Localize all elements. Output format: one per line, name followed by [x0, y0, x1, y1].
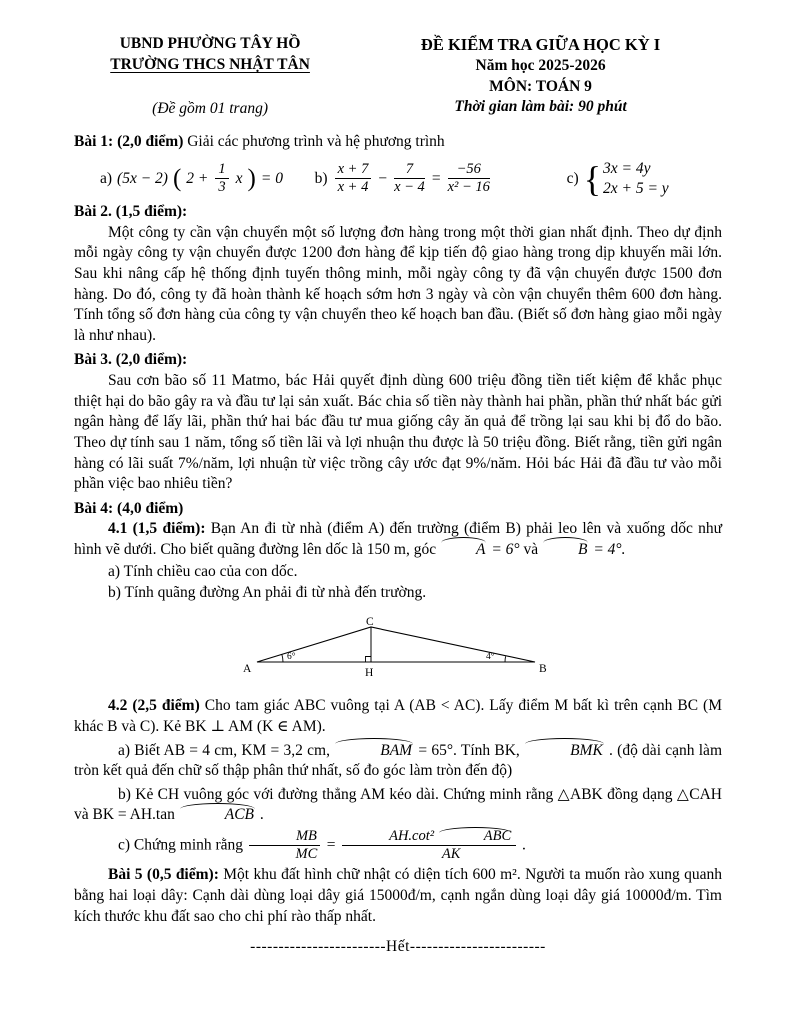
problem-4-2-label: 4.2 (2,5 điểm): [108, 697, 200, 715]
fraction-denominator: x² − 16: [447, 179, 490, 196]
fraction-numerator: MB: [249, 829, 320, 846]
vertex-label-A: A: [243, 662, 252, 675]
expr-a-end: = 0: [260, 169, 283, 187]
angle-arc-left: [282, 654, 283, 662]
minus-sign: −: [378, 169, 388, 187]
cot-term: AH.cot²: [389, 828, 438, 845]
fraction-numerator: 7: [394, 162, 425, 179]
problem-4-1: [74, 519, 722, 560]
triangle-figure: [74, 616, 722, 689]
bai5-label: Bài 5 (0,5 điểm):: [108, 866, 219, 884]
problem-4-1-item-a: a) Tính chiều cao của con dốc.: [108, 562, 298, 580]
problem-4-2b-text-2: .: [256, 806, 264, 824]
angle-A-value: = 6°: [487, 540, 520, 558]
bai1-expr-a: a) (5x − 2) ( 2 + $\frac{1}{3}$ x ) = 0: [100, 161, 283, 196]
bai3-section: [74, 350, 722, 494]
right-angle-mark: [366, 656, 372, 662]
pages-note: (Đề gồm 01 trang): [152, 100, 268, 118]
fraction-numerator: 1: [215, 162, 228, 179]
fraction-MB-MC: [247, 829, 322, 862]
fraction-2: [392, 162, 427, 195]
expr-a-label: a): [100, 169, 113, 187]
angle-label-left: 6°: [287, 651, 296, 662]
angle-B-value: = 4°.: [589, 540, 626, 558]
bai1-heading: [74, 132, 722, 153]
angle-BAM-hat: BAM: [334, 741, 414, 762]
fraction-AHcot-AK: [340, 829, 518, 862]
problem-4-2b-text-1: b) Kẻ CH vuông góc với đường thẳng AM kéo dài. Chứng minh rằng △ABK đồng dạng △CAH và BK = AH.tan: [74, 785, 722, 824]
problem-4-2a-text-3: . (độ dài cạnh làm tròn kết quả đến chữ số thập phân thứ nhất, số đo góc làm tròn đến độ): [74, 741, 722, 780]
bai4-label: Bài 4: (4,0 điểm): [74, 499, 184, 517]
fraction-numerator: [342, 829, 516, 846]
bai1-expressions: [74, 159, 722, 198]
org-name: UBND PHƯỜNG TÂY HỒ: [119, 35, 301, 52]
problem-4-1-label: 4.1 (1,5 điểm):: [108, 520, 206, 538]
problem-4-2-text: Cho tam giác ABC vuông tại A (AB < AC). Lấy điểm M bất kì trên cạnh BC (M khác B và C). Kẻ BK ⊥ AM (K ∈ AM).: [74, 697, 722, 735]
bai2-section: [74, 202, 722, 346]
bai1-label: Bài 1:: [74, 132, 114, 150]
and-text: và: [519, 540, 542, 558]
vertex-label-C: C: [366, 615, 374, 628]
problem-4-2a-text-1: a) Biết AB = 4 cm, KM = 3,2 cm,: [118, 741, 335, 759]
problem-4-2a: [74, 741, 722, 782]
system-brace: {: [583, 158, 601, 199]
problem-4-2b: [74, 785, 722, 826]
angle-B-hat: B: [542, 540, 589, 561]
bai3-label: Bài 3. (2,0 điểm):: [74, 351, 188, 369]
triangle-svg: [243, 616, 553, 682]
fraction-denominator: 3: [218, 179, 226, 196]
problem-4-1-text: Bạn An đi từ nhà (điểm A) đến trường (điểm B) phải leo lên và xuống dốc như hình vẽ dưới. Cho biết quãng đường lên dốc là 150 m, góc: [74, 520, 723, 558]
system-eq-2: 2x + 5 = y: [603, 179, 669, 197]
period: .: [522, 836, 526, 854]
problem-4-2c-text: c) Chứng minh rằng: [118, 836, 247, 854]
bai1-section: [74, 132, 722, 198]
expr-a-pre: (5x − 2): [117, 169, 168, 187]
fraction-denominator: AK: [441, 846, 461, 863]
problem-4-2: [74, 696, 722, 737]
fraction-denominator: x + 4: [337, 179, 369, 196]
foot-label-H: H: [365, 666, 374, 679]
bai1-expr-b: [315, 162, 567, 195]
bai4-section: [74, 499, 722, 863]
subject-name: MÔN: TOÁN 9: [489, 77, 592, 95]
bai1-intro: Giải các phương trình và hệ phương trình: [187, 132, 445, 150]
expr-c-label: c): [566, 169, 579, 187]
header-left: [74, 34, 346, 120]
angle-label-right: 4°: [486, 651, 495, 662]
angle-A-hat: A: [440, 540, 487, 561]
fraction-one-third: [213, 162, 230, 195]
fraction-numerator: x + 7: [335, 162, 372, 179]
problem-4-2c: [74, 829, 722, 862]
expr-b-label: b): [314, 169, 328, 187]
bai1-points: (2,0 điểm): [117, 132, 184, 150]
exam-header: [74, 34, 722, 120]
system-eq-1: 3x = 4y: [603, 160, 651, 178]
fraction-denominator: MC: [295, 846, 318, 863]
equation-system: [584, 159, 669, 198]
bai2-body: Một công ty cần vận chuyển một số lượng đơn hàng trong một thời gian nhất định. Theo dự định mỗi ngày công ty vận chuyển được 1200 đơn hàng để kịp tiến độ giao hàng trong dịp khuyến mãi lớn. Sau khi nâng cấp hệ thống định tuyến thông minh, mỗi ngày công ty đã vận chuyển được 1500 đơn hàng. Do đó, công ty đã hoàn thành kế hoạch sớm hơn 3 ngày và còn vận chuyển thêm 600 đơn hàng. Tính tổng số đơn hàng của công ty vận chuyển theo kế hoạch ban đầu. (Biết số đơn hàng giao mỗi ngày là như nhau).: [74, 223, 722, 344]
angle-ABC-hat: ABC: [438, 829, 513, 844]
fraction-1: [333, 162, 374, 195]
expr-a-var: x: [235, 169, 243, 187]
header-right: [359, 34, 722, 120]
angle-ACB-hat: ACB: [179, 805, 256, 826]
school-name: TRƯỜNG THCS NHẬT TÂN: [110, 55, 310, 73]
vertex-label-B: B: [539, 662, 547, 675]
equals-sign: =: [431, 169, 441, 187]
exam-duration: Thời gian làm bài: 90 phút: [454, 98, 627, 116]
bai2-label: Bài 2. (1,5 điểm):: [74, 203, 188, 221]
bai5-section: [74, 865, 722, 927]
expr-a-term: 2 +: [186, 169, 209, 187]
fraction-numerator: −56: [448, 162, 490, 179]
fraction-denominator: x − 4: [394, 179, 425, 196]
bai3-body: Sau cơn bão số 11 Matmo, bác Hải quyết định dùng 600 triệu đồng tiền tiết kiệm để khắc phục thiệt hại do bão gây ra và đầu tư lại sản xuất. Bác chia số tiền này thành hai phần, phần thứ nhất bác gửi ngân hàng để lấy lãi, phần thứ hai bác đầu tư mua giống cây ăn quả để trồng lại sau khi bị đổ do bão. Theo dự tính sau 1 năm, tổng số tiền lãi và lợi nhuận thu được là 50 triệu đồng. Biết rằng, tiền gửi ngân hàng có lãi suất 7%/năm, lợi nhuận từ việc trồng cây ước đạt 9%/năm. Hỏi bác Hải đã đầu tư vào mỗi phần việc bao nhiêu tiền?: [74, 372, 722, 493]
exam-title: ĐỀ KIỂM TRA GIỮA HỌC KỲ I: [420, 35, 661, 54]
angle-BMK-hat: BMK: [524, 741, 605, 762]
end-marker: ------------------------Hết------------------------: [250, 938, 546, 956]
problem-4-2a-text-2: = 65°. Tính BK,: [414, 741, 525, 759]
fraction-3: [446, 162, 492, 195]
angle-arc-right: [505, 656, 506, 662]
system-equations: [603, 159, 669, 198]
equals-sign: =: [325, 836, 337, 854]
school-year: Năm học 2025-2026: [475, 56, 606, 74]
bai5-body: Một khu đất hình chữ nhật có diện tích 600 m². Người ta muốn rào xung quanh bằng hai loại dây: Cạnh dài dùng loại dây giá 15000đ/m, cạnh ngắn dùng loại dây giá 10000đ/m. Tìm kích thước khu đất sao cho chi phí rào thấp nhất.: [74, 866, 722, 925]
problem-4-1-item-b: b) Tính quãng đường An phải đi từ nhà đến trường.: [108, 584, 427, 602]
bai1-expr-c: [567, 159, 716, 198]
